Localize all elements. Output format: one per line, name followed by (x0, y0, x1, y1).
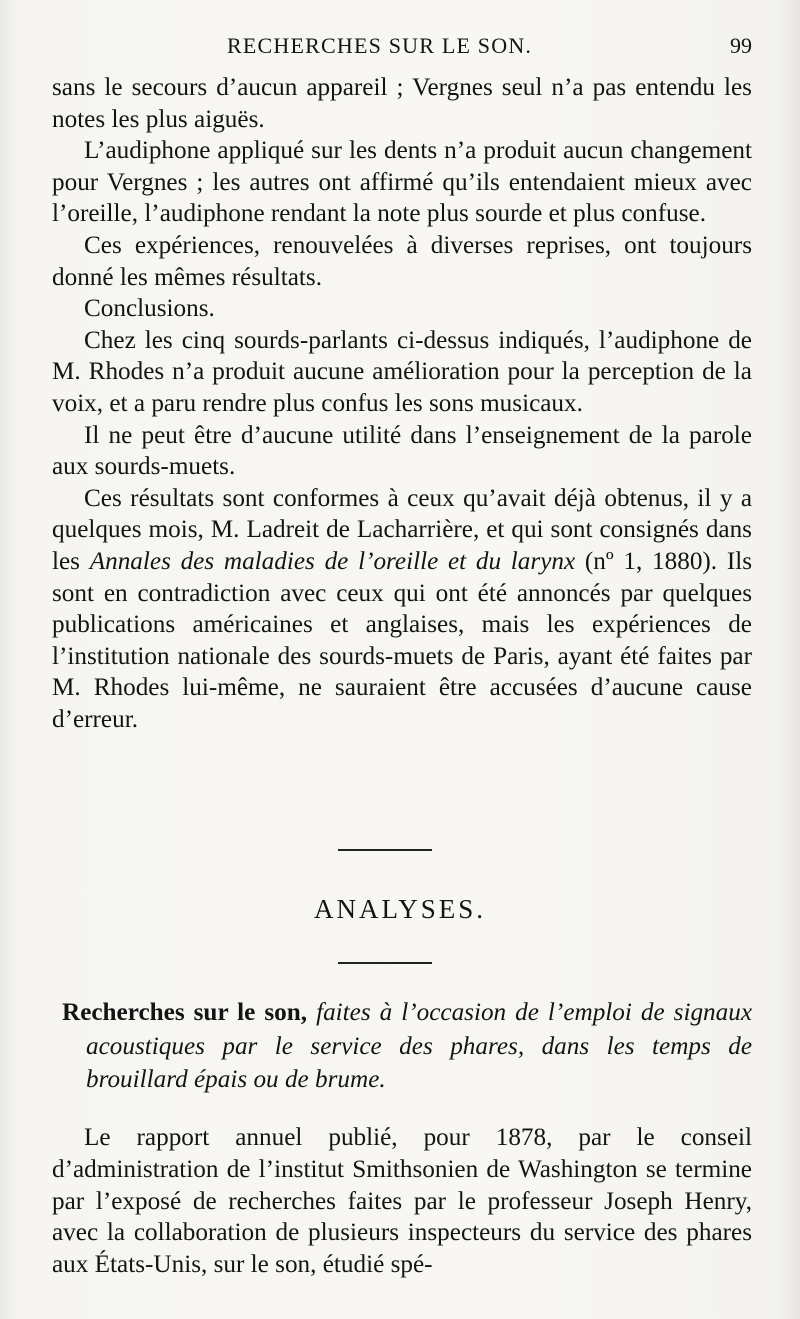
paragraph: Chez les cinq sourds-parlants ci-dessus indiqués, l’audiphone de M. Rhodes n’a produit aucune amélioration pour la perception de la voix, et a paru rendre plus confus les sons musicaux. (52, 326, 752, 417)
page-number: 99 (730, 33, 752, 58)
paragraph: Le rapport annuel publié, pour 1878, par le conseil d’administration de l’institut Smithsonien de Washington se termine par l’exposé de recherches faites par le professeur Joseph Henry, avec la collaboration de plusieurs inspecteurs du service des phares aux États-Unis, sur le son, étudié spé- (52, 1124, 752, 1279)
main-text (52, 72, 752, 735)
paragraph: Ces expériences, renouvelées à diverses reprises, ont toujours donné les mêmes résultats. (52, 231, 752, 291)
analysis-entry (62, 996, 752, 1097)
paragraph: L’audiphone appliqué sur les dents n’a produit aucun changement pour Vergnes ; les autres ont affirmé qu’ils entendaient mieux avec l’oreille, l’audiphone rendant la note plus sourde et plus confuse. (52, 137, 752, 228)
section-divider-top (338, 849, 432, 851)
analysis-entry-title: Recherches sur le son, (62, 999, 308, 1026)
analysis-entry-heading (62, 996, 752, 1097)
paragraph (52, 483, 752, 736)
paragraph-text: Ces résultats sont conformes à ceux qu’avait déjà obtenus, il y a quelques mois, M. Ladreit de Lacharrière, et qui sont consignés dans les (52, 484, 752, 575)
running-head: RECHERCHES SUR LE SON. (227, 33, 533, 58)
journal-title: Annales des maladies de l’oreille et du larynx (89, 547, 576, 575)
page-header (52, 33, 752, 59)
analysis-body (52, 1122, 752, 1281)
paragraph: sans le secours d’aucun appareil ; Vergnes seul n’a pas entendu les notes les plus aiguës. (52, 74, 752, 133)
conclusions-heading: Conclusions. (84, 295, 215, 323)
section-divider-bottom (338, 962, 432, 964)
analysis-entry-subtitle: faites à l’occasion de l’emploi de signaux acoustiques par le service des phares, dans les temps de brouillard épais ou de brume. (86, 999, 753, 1093)
page-edge-shadow (776, 0, 800, 1319)
section-title: ANALYSES. (313, 894, 487, 924)
paragraph-text: (nº 1, 1880). Ils sont en contradiction avec ceux qui ont été annoncés par quelques publications américaines et anglaises, mais les expériences de l’institution nationale des sourds-muets de Paris, ayant été faites par M. Rhodes lui-même, ne sauraient être accusées d’aucune cause d’erreur. (52, 547, 753, 733)
paragraph: Il ne peut être d’aucune utilité dans l’enseignement de la parole aux sourds-muets. (52, 421, 752, 481)
